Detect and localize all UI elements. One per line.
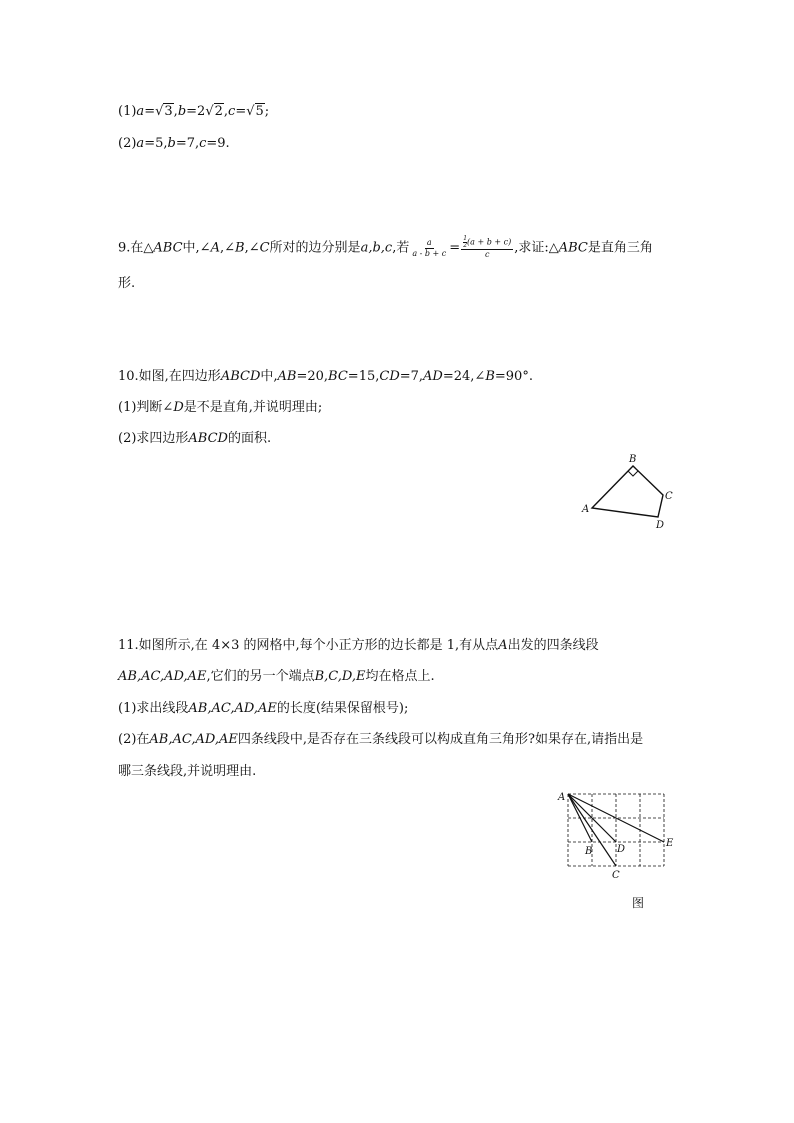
dashed-grid (568, 794, 664, 866)
fraction-2 (461, 236, 513, 260)
q11-line5 (118, 760, 256, 779)
text: =2 (186, 104, 206, 119)
text: 中,∠ (182, 240, 211, 256)
text: =9. (206, 136, 230, 151)
text: =15, (347, 369, 380, 384)
quadrilateral-abcd (592, 466, 663, 517)
text: D (173, 400, 184, 415)
text: (2)在 (118, 732, 150, 747)
text: , (173, 104, 178, 119)
sqrt-symbol: √3 (155, 104, 173, 119)
denominator: c (484, 250, 490, 259)
text: =7, (399, 369, 424, 384)
label-d: D (656, 520, 665, 531)
text: AB,AC,AD,AE (118, 669, 207, 684)
label-d: D (617, 844, 626, 855)
text: 10.如图,在四边形 (118, 369, 221, 384)
text: 形. (118, 276, 136, 291)
radicand: 5 (255, 104, 264, 119)
text: ABC (558, 240, 588, 256)
text: 四条线段中,是否存在三条线段可以构成直角三角形?如果存在,请指出是 (237, 732, 644, 747)
text: =20, (296, 369, 329, 384)
text: 是不是直角,并说明理由; (183, 400, 323, 415)
sqrt-symbol: √5 (246, 104, 264, 119)
text: ,它们的另一个端点 (206, 669, 315, 684)
text: (1)求出线段 (118, 701, 189, 716)
text: 是直角三角 (587, 240, 653, 256)
text: AB,AC,AD,AE (149, 732, 238, 747)
text: B,C,D,E (314, 669, 366, 684)
text: =90°. (494, 369, 533, 384)
text: 2 (463, 242, 468, 249)
radicand: 3 (164, 104, 173, 119)
text: AB (277, 369, 297, 384)
label-c: C (612, 870, 620, 881)
text: B (235, 240, 245, 256)
text: ,∠ (244, 240, 260, 256)
right-angle-mark (628, 471, 638, 476)
text: ABCD (220, 369, 261, 384)
denominator: a - b + c (412, 248, 447, 258)
text: C (259, 240, 270, 256)
text: b (177, 104, 187, 119)
text: b (167, 136, 176, 151)
text: 的长度(结果保留根号); (276, 701, 409, 716)
text: 出发的四条线段 (507, 638, 599, 653)
text: B (485, 369, 495, 384)
q10-part2 (118, 427, 271, 446)
text: CD (379, 369, 400, 384)
text: , (223, 104, 229, 119)
text: = (235, 104, 247, 119)
text: =24,∠ (442, 369, 486, 384)
text: A (498, 638, 508, 653)
q10-line1 (118, 365, 533, 384)
sqrt-symbol: √2 (205, 104, 223, 119)
text: 1 (463, 235, 468, 242)
text: 中, (260, 369, 278, 384)
q11-part2 (118, 728, 643, 747)
text: ABC (153, 240, 183, 256)
fraction-1 (410, 238, 448, 259)
text: A (210, 240, 220, 256)
text: (a + b + c) (467, 237, 512, 247)
text: 11.如图所示,在 4×3 的网格中,每个小正方形的边长都是 1,有从点 (118, 638, 499, 653)
text: ABCD (188, 431, 228, 446)
text: BC (328, 369, 348, 384)
text: = (144, 104, 156, 119)
text: 9.在△ (118, 240, 154, 256)
text: AB,AC,AD,AE (188, 701, 277, 716)
label-b: B (629, 454, 637, 465)
label-a: A (558, 792, 566, 803)
numerator: a (426, 237, 432, 247)
text: AD (423, 369, 443, 384)
text: 所对的边分别是 (269, 240, 361, 256)
q8-part1 (118, 104, 269, 119)
numerator (461, 236, 513, 250)
q10-part1 (118, 396, 322, 415)
text: a (136, 104, 145, 119)
grid-figure (555, 788, 685, 883)
text: =7, (175, 136, 200, 151)
label-e: E (666, 838, 674, 849)
q9-line2 (118, 272, 135, 291)
q11-part1 (118, 697, 408, 716)
text: 均在格点上. (365, 669, 435, 684)
q8-part2 (118, 136, 230, 151)
q11-line1 (118, 634, 599, 653)
text: (1)判断∠ (118, 400, 174, 415)
text: ; (264, 104, 270, 119)
label-a: A (582, 504, 590, 515)
text: ,求证:△ (514, 240, 559, 256)
text: c (228, 104, 236, 119)
text: a,b,c (360, 240, 393, 256)
text: c (199, 136, 207, 151)
label-b: B (585, 846, 593, 857)
text: 哪三条线段,并说明理由. (118, 764, 257, 779)
text: (1) (118, 104, 137, 119)
text: =5, (144, 136, 168, 151)
text: (2) (118, 136, 137, 151)
figure-caption: 图 (632, 896, 645, 910)
text: a (136, 136, 145, 151)
text: ,∠ (219, 240, 235, 256)
radicand: 2 (214, 104, 223, 119)
label-c: C (665, 491, 673, 502)
text: = (449, 240, 461, 256)
text: (2)求四边形 (118, 431, 189, 446)
text: ,若 (392, 240, 410, 256)
q11-line2 (118, 665, 435, 684)
quadrilateral-figure (575, 450, 695, 535)
text: 的面积. (227, 431, 272, 446)
q9-line1 (118, 236, 653, 260)
